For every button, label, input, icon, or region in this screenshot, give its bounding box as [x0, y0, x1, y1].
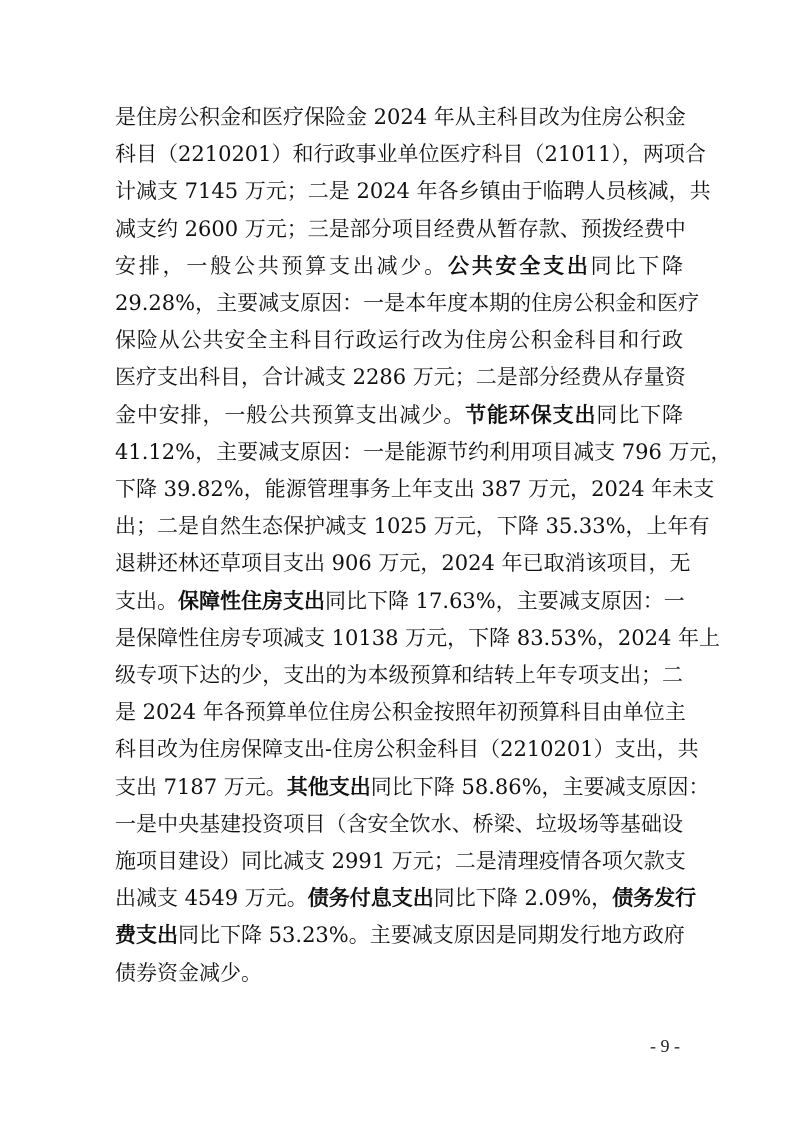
- body-text-segment: 保险从公共安全主科目行政运行改为住房公积金科目和行政: [115, 328, 683, 353]
- bold-heading-text: 债务发行: [612, 886, 697, 911]
- text-line: [115, 401, 683, 429]
- body-text-segment: 同比下降 17.63%，主要减支原因：一: [325, 588, 685, 613]
- text-line: [115, 810, 683, 838]
- bold-heading-text: 保障性住房支出: [178, 588, 325, 613]
- text-line: [115, 624, 721, 652]
- text-line: [115, 773, 710, 801]
- bold-heading-text: 债务付息支出: [307, 886, 434, 911]
- body-text-segment: 同比下降: [590, 253, 684, 278]
- text-line: [115, 587, 683, 615]
- text-line: [115, 959, 683, 987]
- body-text-segment: 退耕还林还草项目支出 906 万元，2024 年已取消该项目，无: [115, 551, 691, 576]
- body-text-segment: 同比下降 53.23%。主要减支原因是同期发行地方政府: [178, 923, 685, 948]
- text-line: [115, 177, 711, 205]
- text-line: [115, 921, 683, 949]
- body-text-segment: 安排，一般公共预算支出减少。: [115, 253, 448, 278]
- body-text-segment: 施项目建设）同比减支 2991 万元；二是清理疫情各项欠款支: [115, 849, 686, 873]
- text-line: [115, 103, 686, 131]
- body-text-segment: 科目改为住房保障支出-住房公积金科目（2210201）支出，共: [115, 737, 699, 762]
- text-line: [115, 326, 683, 354]
- page-number: - 9 -: [650, 1036, 680, 1056]
- body-text-segment: 出；二是自然生态保护减支 1025 万元，下降 35.33%，上年有: [115, 514, 710, 539]
- body-text-segment: 下降 39.82%，能源管理事务上年支出 387 万元，2024 年未支: [115, 477, 715, 501]
- body-text-segment: 计减支 7145 万元；二是 2024 年各乡镇由于临聘人员核减，共: [115, 179, 711, 204]
- body-text-segment: 科目（2210201）和行政事业单位医疗科目（21011），两项合: [115, 142, 706, 167]
- bold-heading-text: 费支出: [115, 923, 178, 948]
- body-text-segment: 支出 7187 万元。: [115, 774, 287, 799]
- text-line: [115, 847, 686, 875]
- body-text-segment: 29.28%，主要减支原因：一是本年度本期的住房公积金和医疗: [115, 291, 700, 315]
- body-text-segment: 出减支 4549 万元。: [115, 886, 308, 911]
- body-text-segment: 41.12%，主要减支原因：一是能源节约利用项目减支 796 万元，: [115, 439, 732, 464]
- text-line: [115, 215, 686, 243]
- body-text-segment: 金中安排，一般公共预算支出减少。: [115, 402, 466, 427]
- text-line: [115, 475, 715, 503]
- body-text-segment: 级专项下达的少，支出的为本级预算和结转上年专项支出；二: [115, 663, 683, 687]
- body-text-segment: 是住房公积金和医疗保险金 2024 年从主科目改为住房公积金: [115, 105, 686, 129]
- bold-heading-text: 公共安全支出: [447, 253, 591, 278]
- body-text-segment: 医疗支出科目，合计减支 2286 万元；二是部分经费从存量资: [115, 365, 686, 390]
- body-text-segment: 一是中央基建投资项目（含安全饮水、桥梁、垃圾场等基础设: [115, 811, 683, 836]
- text-line: [115, 289, 700, 317]
- body-text-segment: 是 2024 年各预算单位住房公积金按照年初预算科目由单位主: [115, 700, 686, 725]
- body-text-segment: 同比下降 58.86%，主要减支原因：: [370, 774, 710, 799]
- text-line: [115, 661, 683, 689]
- text-line: [115, 698, 686, 726]
- body-text-segment: 同比下降: [596, 402, 684, 427]
- text-line: [115, 549, 691, 577]
- body-text-segment: 是保障性住房专项减支 10138 万元，下降 83.53%，2024 年上: [115, 625, 721, 650]
- text-line: [115, 140, 706, 168]
- body-text-segment: 减支约 2600 万元；三是部分项目经费从暂存款、预拨经费中: [115, 216, 686, 241]
- body-text-segment: 同比下降 2.09%，: [433, 886, 613, 911]
- body-text-segment: 债券资金减少。: [115, 960, 262, 985]
- text-line: [115, 438, 732, 466]
- body-text-segment: 支出。: [115, 588, 178, 613]
- text-line: [115, 363, 686, 391]
- bold-heading-text: 其他支出: [286, 774, 371, 799]
- text-line: [115, 884, 697, 912]
- text-line: [115, 512, 710, 540]
- bold-heading-text: 节能环保支出: [465, 402, 597, 427]
- text-line: [115, 735, 699, 763]
- text-line: [115, 252, 683, 280]
